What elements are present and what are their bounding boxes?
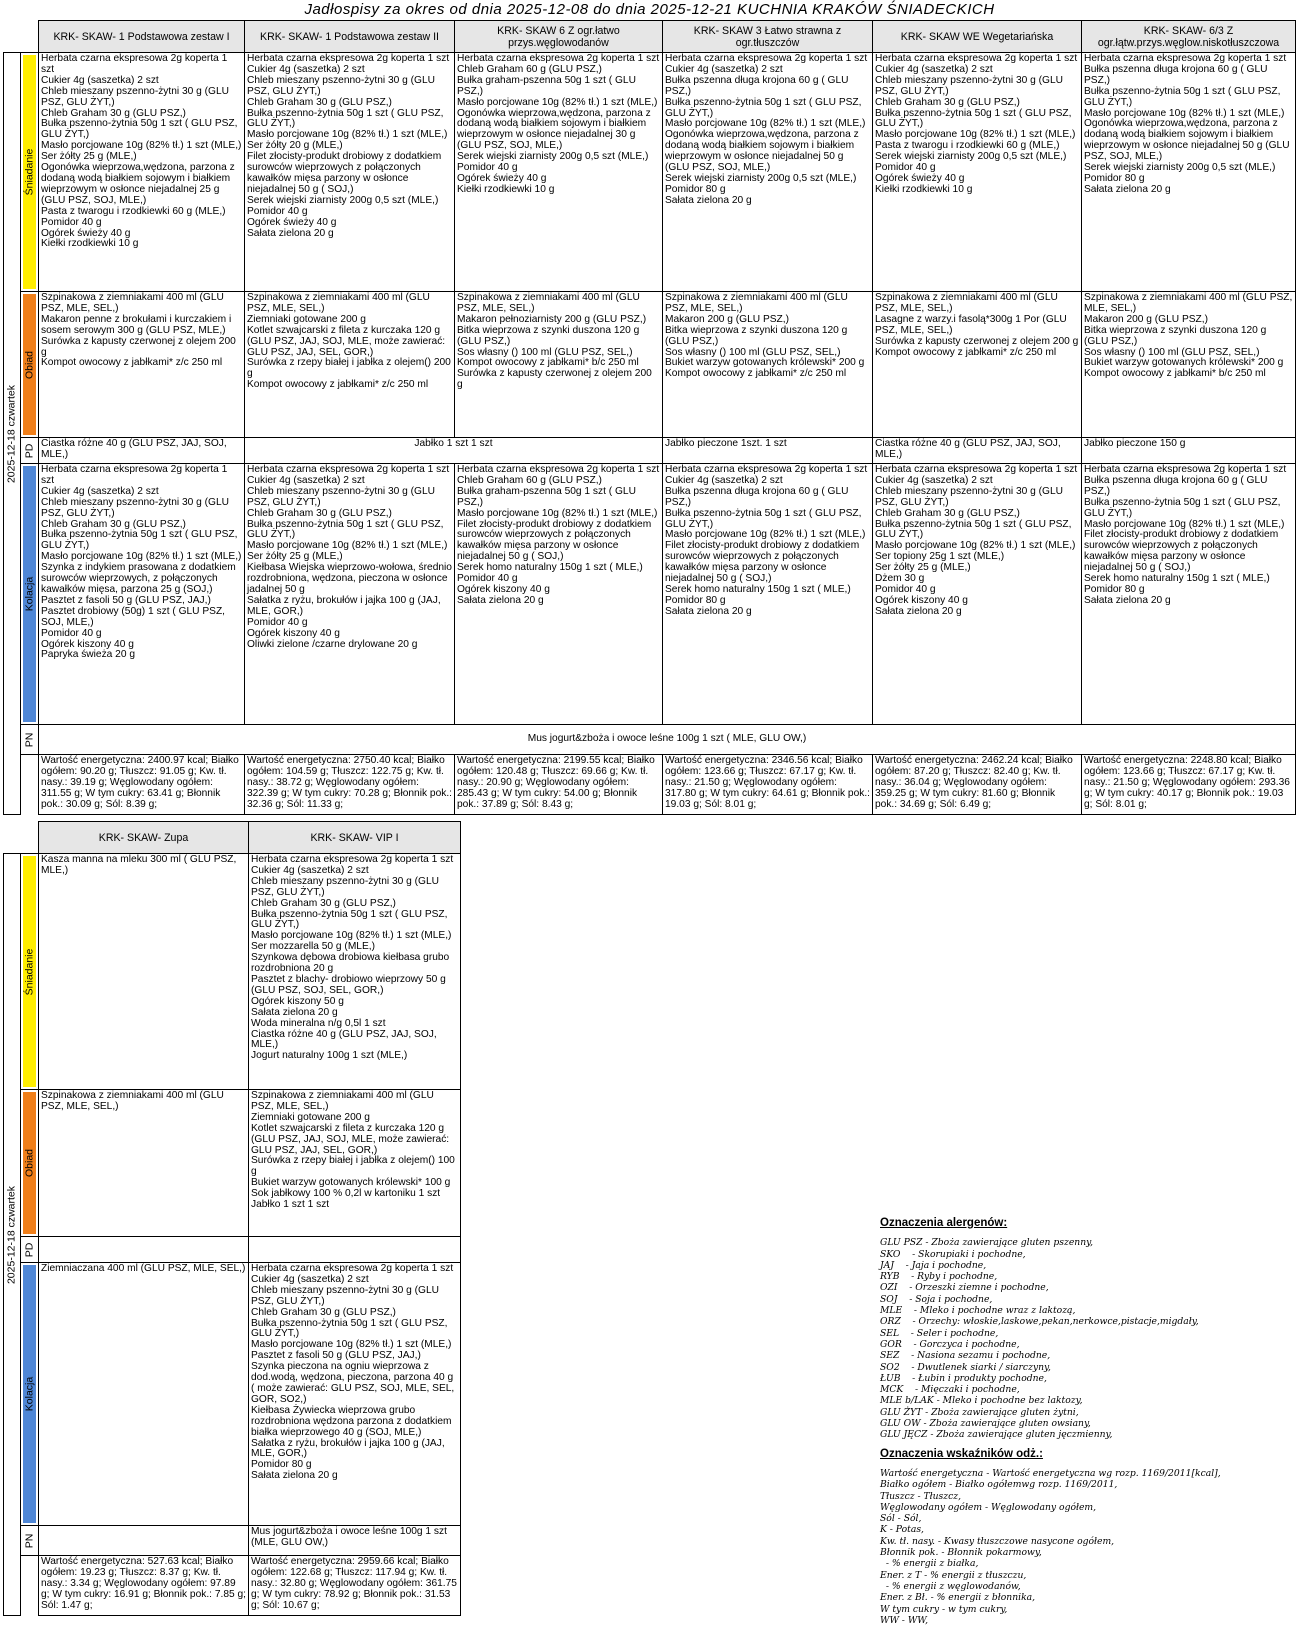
- menu-cell: Herbata czarna ekspresowa 2g koperta 1 szt Cukier 4g (saszetka) 2 szt Chleb mieszany pszenno-żytni 30 g (GLU PSZ, GLU ŻYT,) Chleb Graham 30 g (GLU PSZ,) Bułka pszenno-żytnia 50g 1 szt ( GLU PSZ, GLU ŻYT,) Masło porcjowane 10g (82% tł.) 1 szt (MLE,) Pasta z twarogu i rzodkiewki 60 g (MLE,) Serek wiejski ziarnisty 200g 0,5 szt (MLE,) Pomidor 40 g Ogórek świeży 40 g Kiełki rzodkiewki 10 g: [873, 53, 1082, 292]
- menu-cell: Herbata czarna ekspresowa 2g koperta 1 szt Cukier 4g (saszetka) 2 szt Chleb mieszany pszenno-żytni 30 g (GLU PSZ, GLU ŻYT,) Chleb Graham 30 g (GLU PSZ,) Bułka pszenno-żytnia 50g 1 szt ( GLU PSZ, GLU ŻYT,) Masło porcjowane 10g (82% tł.) 1 szt (MLE,) Pasztet z fasoli 50 g (GLU PSZ, JAJ,) Szynka pieczona na ogniu wieprzowa z dod.wodą, wędzona, pieczona, parzona 40 g ( może zawierać: GLU PSZ, SOJ, MLE, SEL, GOR, SO2,) Kiełbasa Żywiecka wieprzowa grubo rozdrobniona wędzona parzona z dodatkiem białka wieprzowego 40 g (SOJ, MLE,) Sałatka z ryżu, brokułów i jajka 100 g (JAJ, MLE, GOR,) Pomidor 80 g Sałata zielona 20 g: [249, 1263, 461, 1526]
- diet-header: KRK- SKAW 3 Łatwo strawna z ogr.tłuszczów: [663, 21, 873, 53]
- nutrition-cell: Wartość energetyczna: 2346.56 kcal; Białko ogółem: 123.66 g; Tłuszcz: 67.17 g; Kw. tł. nasy.: 21.50 g; Węglowodany ogółem: 317.80 g; W tym cukry: 64.61 g; Błonnik pok.: 19.03 g; Sól: 8.01 g;: [663, 755, 873, 815]
- nutrition-cell: Wartość energetyczna: 2400.97 kcal; Białko ogółem: 90.20 g; Tłuszcz: 91.05 g; Kw. tł. nasy.: 39.19 g; Węglowodany ogółem: 311.55 g; W tym cukry: 63.41 g; Błonnik pok.: 30.09 g; Sól: 8.39 g;: [39, 755, 245, 815]
- menu-cell: Jabłko 1 szt 1 szt: [245, 438, 663, 464]
- menu-cell: Herbata czarna ekspresowa 2g koperta 1 szt Cukier 4g (saszetka) 2 szt Chleb mieszany pszenno-żytni 30 g (GLU PSZ, GLU ŻYT,) Chleb Graham 30 g (GLU PSZ,) Bułka pszenno-żytnia 50g 1 szt ( GLU PSZ, GLU ŻYT,) Masło porcjowane 10g (82% tł.) 1 szt (MLE,) Ser żółty 20 g (MLE,) Filet złocisty-produkt drobiowy z dodatkiem surowców wieprzowych z połączonych kawałków mięsa parzony w osłonce niejadalnej 50 g ( SOJ,) Serek wiejski ziarnisty 200g 0,5 szt (MLE,) Pomidor 40 g Ogórek świeży 40 g Sałata zielona 20 g: [245, 53, 455, 292]
- diet-header: KRK- SKAW 6 Z ogr.łatwo przys.węglowodanów: [455, 21, 663, 53]
- diet-header: KRK- SKAW- 1 Podstawowa zestaw I: [39, 21, 245, 53]
- meal-label-cell: [21, 1526, 39, 1556]
- menu-cell: Mus jogurt&zboża i owoce leśne 100g 1 szt ( MLE, GLU OW,): [39, 725, 1296, 755]
- meal-label-cell: [21, 1090, 39, 1237]
- meal-label-snack: PD: [23, 443, 36, 458]
- meal-label-dinner: Kolacja: [23, 576, 36, 612]
- menu-cell: Herbata czarna ekspresowa 2g koperta 1 szt Cukier 4g (saszetka) 2 szt Chleb mieszany pszenno-żytni 30 g (GLU PSZ, GLU ŻYT,) Chleb Graham 30 g (GLU PSZ,) Bułka pszenno-żytnia 50g 1 szt ( GLU PSZ, GLU ŻYT,) Masło porcjowane 10g (82% tł.) 1 szt (MLE,) Ser topiony 25g 1 szt (MLE,) Ser żółty 25 g (MLE,) Dżem 30 g Pomidor 40 g Ogórek kiszony 40 g Sałata zielona 20 g: [873, 464, 1082, 725]
- menu-cell: Szpinakowa z ziemniakami 400 ml (GLU PSZ, MLE, SEL,) Ziemniaki gotowane 200 g Kotlet szwajcarski z fileta z kurczaka 120 g (GLU PSZ, JAJ, SOJ, MLE, może zawierać: GLU PSZ, JAJ, SEL, GOR,) Surówka z rzepy białej i jabłka z olejem() 200 g Kompot owocowy z jabłkami* z/c 250 ml: [245, 292, 455, 438]
- menu-cell: Herbata czarna ekspresowa 2g koperta 1 szt Cukier 4g (saszetka) 2 szt Bułka pszenna długa krojona 60 g ( GLU PSZ,) Bułka pszenno-żytnia 50g 1 szt ( GLU PSZ, GLU ŻYT,) Masło porcjowane 10g (82% tł.) 1 szt (MLE,) Filet złocisty-produkt drobiowy z dodatkiem surowców wieprzowych z połączonych kawałków mięsa parzony w osłonce niejadalnej 50 g ( SOJ,) Serek homo naturalny 150g 1 szt ( MLE,) Pomidor 80 g Sałata zielona 20 g: [663, 464, 873, 725]
- nutrition-cell: Wartość energetyczna: 2959.66 kcal; Białko ogółem: 122.68 g; Tłuszcz: 117.94 g; Kw. tł. nasy.: 32.80 g; Węglowodany ogółem: 361.75 g; W tym cukry: 78.92 g; Błonnik pok.: 31.53 g; Sól: 10.67 g;: [249, 1556, 461, 1616]
- diet-header: KRK- SKAW- Zupa: [39, 822, 249, 854]
- menu-cell: Herbata czarna ekspresowa 2g koperta 1 szt Cukier 4g (saszetka) 2 szt Chleb mieszany pszenno-żytni 30 g (GLU PSZ, GLU ŻYT,) Chleb Graham 30 g (GLU PSZ,) Bułka pszenno-żytnia 50g 1 szt ( GLU PSZ, GLU ŻYT,) Masło porcjowane 10g (82% tł.) 1 szt (MLE,) Szynka z indykiem prasowana z dodatkiem surowców wieprzowych, z połączonych kawałków mięsa, parzona 25 g (SOJ,) Pasztet z fasoli 50 g (GLU PSZ, JAJ,) Pasztet drobiowy (50g) 1 szt ( GLU PSZ, SOJ, MLE,) Pomidor 40 g Ogórek kiszony 40 g Papryka świeża 20 g: [39, 464, 245, 725]
- menu-cell: Jabłko pieczone 1szt. 1 szt: [663, 438, 873, 464]
- nutrition-cell: Wartość energetyczna: 2199.55 kcal; Białko ogółem: 120.48 g; Tłuszcz: 69.66 g; Kw. tł. nasy.: 20.90 g; Węglowodany ogółem: 285.43 g; W tym cukry: 54.00 g; Błonnik pok.: 37.89 g; Sól: 8.43 g;: [455, 755, 663, 815]
- menu-cell: Herbata czarna ekspresowa 2g koperta 1 szt Cukier 4g (saszetka) 2 szt Bułka pszenna długa krojona 60 g ( GLU PSZ,) Bułka pszenno-żytnia 50g 1 szt ( GLU PSZ, GLU ŻYT,) Masło porcjowane 10g (82% tł.) 1 szt (MLE,) Ogonówka wieprzowa,wędzona, parzona z dodaną wodą białkiem sojowym i białkiem wieprzowym w osłonce niejadalnej 50 g (GLU PSZ, SOJ, MLE,) Serek wiejski ziarnisty 200g 0,5 szt (MLE,) Pomidor 80 g Sałata zielona 20 g: [663, 53, 873, 292]
- meal-label-snack: PD: [23, 1242, 36, 1257]
- menu-cell: Jabłko pieczone 150 g: [1082, 438, 1296, 464]
- menu-cell: Szpinakowa z ziemniakami 400 ml (GLU PSZ, MLE, SEL,) Makaron 200 g (GLU PSZ,) Bitka wieprzowa z szynki duszona 120 g (GLU PSZ,) Sos własny () 100 ml (GLU PSZ, SEL,) Bukiet warzyw gotowanych królewski* 200 g Kompot owocowy z jabłkami* b/c 250 ml: [1082, 292, 1296, 438]
- diet-header: KRK- SKAW WE Wegetariańska: [873, 21, 1082, 53]
- menu-cell: Szpinakowa z ziemniakami 400 ml (GLU PSZ, MLE, SEL,) Ziemniaki gotowane 200 g Kotlet szwajcarski z fileta z kurczaka 120 g (GLU PSZ, JAJ, SOJ, MLE, może zawierać: GLU PSZ, JAJ, SEL, GOR,) Surówka z rzepy białej i jabłka z olejem() 100 g Bukiet warzyw gotowanych królewski* 100 g Sok jabłkowy 100 % 0,2l w kartoniku 1 szt Jabłko 1 szt 1 szt: [249, 1090, 461, 1237]
- meal-label-cell: [21, 464, 39, 725]
- menu-cell: Mus jogurt&zboża i owoce leśne 100g 1 szt (MLE, GLU OW,): [249, 1526, 461, 1556]
- diet-header: KRK- SKAW- 1 Podstawowa zestaw II: [245, 21, 455, 53]
- menu-cell: [39, 1526, 249, 1556]
- menu-cell: [39, 1237, 249, 1263]
- indicators-title: Oznaczenia wskaźników odż.:: [880, 1447, 1043, 1460]
- meal-label-breakfast: Śniadanie: [23, 148, 36, 196]
- menu-cell: Ciastka różne 40 g (GLU PSZ, JAJ, SOJ, MLE,): [873, 438, 1082, 464]
- menu-cell: Herbata czarna ekspresowa 2g koperta 1 szt Chleb Graham 60 g (GLU PSZ,) Bułka graham-pszenna 50g 1 szt ( GLU PSZ,) Masło porcjowane 10g (82% tł.) 1 szt (MLE,) Ogonówka wieprzowa,wędzona, parzona z dodaną wodą białkiem sojowym i białkiem wieprzowym w osłonce niejadalnej 30 g (GLU PSZ, SOJ, MLE,) Serek wiejski ziarnisty 200g 0,5 szt (MLE,) Pomidor 40 g Ogórek świeży 40 g Kiełki rzodkiewki 10 g: [455, 53, 663, 292]
- date-cell: [4, 854, 21, 1616]
- nutrition-cell: Wartość energetyczna: 2462.24 kcal; Białko ogółem: 87.20 g; Tłuszcz: 82.40 g; Kw. tł. nasy.: 36.04 g; Węglowodany ogółem: 359.25 g; W tym cukry: 81.60 g; Błonnik pok.: 34.69 g; Sól: 6.49 g;: [873, 755, 1082, 815]
- meal-label-cell: [21, 53, 39, 292]
- menu-cell: Szpinakowa z ziemniakami 400 ml (GLU PSZ, MLE, SEL,) Lasagne z warzy.i fasolą*300g 1 Por (GLU PSZ, MLE, SEL,) Surówka z kapusty czerwonej z olejem 200 g Kompot owocowy z jabłkami* z/c 250 ml: [873, 292, 1082, 438]
- date-cell: [4, 53, 21, 815]
- diet-header: KRK- SKAW- VIP I: [249, 822, 461, 854]
- date-label: 2025-12-18 czwartek: [5, 1185, 18, 1284]
- menu-table-1: [3, 20, 1296, 815]
- menu-cell: Szpinakowa z ziemniakami 400 ml (GLU PSZ, MLE, SEL,): [39, 1090, 249, 1237]
- menu-cell: Herbata czarna ekspresowa 2g koperta 1 szt Cukier 4g (saszetka) 2 szt Chleb mieszany pszenno-żytni 30 g (GLU PSZ, GLU ŻYT,) Chleb Graham 30 g (GLU PSZ,) Bułka pszenno-żytnia 50g 1 szt ( GLU PSZ, GLU ŻYT,) Masło porcjowane 10g (82% tł.) 1 szt (MLE,) Ser mozzarella 50 g (MLE,) Szynkowa dębowa drobiowa kiełbasa grubo rozdrobniona 20 g Pasztet z blachy- drobiowo wieprzowy 50 g (GLU PSZ, SOJ, SEL, GOR,) Ogórek kiszony 50 g Sałata zielona 20 g Woda mineralna n/g 0,5l 1 szt Ciastka różne 40 g (GLU PSZ, JAJ, SOJ, MLE,) Jogurt naturalny 100g 1 szt (MLE,): [249, 854, 461, 1090]
- menu-cell: Ciastka różne 40 g (GLU PSZ, JAJ, SOJ, MLE,): [39, 438, 245, 464]
- menu-cell: Herbata czarna ekspresowa 2g koperta 1 szt Cukier 4g (saszetka) 2 szt Chleb mieszany pszenno-żytni 30 g (GLU PSZ, GLU ŻYT,) Chleb Graham 30 g (GLU PSZ,) Bułka pszenno-żytnia 50g 1 szt ( GLU PSZ, GLU ŻYT,) Masło porcjowane 10g (82% tł.) 1 szt (MLE,) Ser żółty 25 g (MLE,) Kiełbasa Wiejska wieprzowo-wołowa, średnio rozdrobniona, wędzona, pieczona w osłonce jadalnej 50 g Sałatka z ryżu, brokułów i jajka 100 g (JAJ, MLE, GOR,) Pomidor 40 g Ogórek kiszony 40 g Oliwki zielone /czarne drylowane 20 g: [245, 464, 455, 725]
- menu-cell: Herbata czarna ekspresowa 2g koperta 1 szt Chleb Graham 60 g (GLU PSZ,) Bułka graham-pszenna 50g 1 szt ( GLU PSZ,) Masło porcjowane 10g (82% tł.) 1 szt (MLE,) Filet złocisty-produkt drobiowy z dodatkiem surowców wieprzowych z połączonych kawałków mięsa parzony w osłonce niejadalnej 50 g ( SOJ,) Serek homo naturalny 150g 1 szt ( MLE,) Pomidor 40 g Ogórek kiszony 40 g Sałata zielona 20 g: [455, 464, 663, 725]
- meal-label-cell: [21, 854, 39, 1090]
- nutrition-cell: Wartość energetyczna: 2248.80 kcal; Białko ogółem: 123.66 g; Tłuszcz: 67.17 g; Kw. tł. nasy.: 21.50 g; Węglowodany ogółem: 293.36 g; W tym cukry: 40.17 g; Błonnik pok.: 19.03 g; Sól: 8.01 g;: [1082, 755, 1296, 815]
- allergens-list: GLU PSZ - Zboża zawierające gluten pszenny, SKO - Skorupiaki i pochodne, JAJ - Jaja i pochodne, RYB - Ryby i pochodne, OZI - Orzeszki ziemne i pochodne, SOJ - Soja i pochodne, MLE - Mleko i pochodne wraz z laktozą, ORZ - Orzechy: włoskie,laskowe,pekan,nerkowce,pistacje,migdały, SEL - Seler i pochodne, GOR - Gorczyca i pochodne, SEZ - Nasiona sezamu i pochodne, SO2 - Dwutlenek siarki / siarczyny, ŁUB - Łubin i produkty pochodne, MCK - Mięczaki i pochodne, MLE b/LAK - Mleko i pochodne bez laktozy, GLU ŻYT - Zboża zawierające gluten żytni, GLU OW - Zboża zawierające gluten owsiany, GLU JĘCZ - Zboża zawierające gluten jęczmienny,: [880, 1237, 1199, 1441]
- meal-label-cell: [21, 1237, 39, 1263]
- menu-table-2: [3, 821, 461, 1616]
- meal-label-cell: [21, 438, 39, 464]
- menu-cell: Kasza manna na mleku 300 ml ( GLU PSZ, MLE,): [39, 854, 249, 1090]
- menu-cell: Szpinakowa z ziemniakami 400 ml (GLU PSZ, MLE, SEL,) Makaron penne z brokułami i kurczakiem i sosem serowym 300 g (GLU PSZ, MLE,) Surówka z kapusty czerwonej z olejem 200 g Kompot owocowy z jabłkami* z/c 250 ml: [39, 292, 245, 438]
- meal-label-dinner: Kolacja: [23, 1376, 36, 1412]
- diet-header: KRK- SKAW- 6/3 Z ogr.łątw.przys.węglow.niskotłuszczowa: [1082, 21, 1296, 53]
- menu-cell: Szpinakowa z ziemniakami 400 ml (GLU PSZ, MLE, SEL,) Makaron 200 g (GLU PSZ,) Bitka wieprzowa z szynki duszona 120 g (GLU PSZ,) Sos własny () 100 ml (GLU PSZ, SEL,) Bukiet warzyw gotowanych królewski* 200 g Kompot owocowy z jabłkami* z/c 250 ml: [663, 292, 873, 438]
- menu-cell: Herbata czarna ekspresowa 2g koperta 1 szt Bułka pszenna długa krojona 60 g ( GLU PSZ,) Bułka pszenno-żytnia 50g 1 szt ( GLU PSZ, GLU ŻYT,) Masło porcjowane 10g (82% tł.) 1 szt (MLE,) Ogonówka wieprzowa,wędzona, parzona z dodaną wodą białkiem sojowym i białkiem wieprzowym w osłonce niejadalnej 50 g (GLU PSZ, SOJ, MLE,) Serek wiejski ziarnisty 200g 0,5 szt (MLE,) Pomidor 80 g Sałata zielona 20 g: [1082, 53, 1296, 292]
- meal-label-late-snack: PN: [23, 1533, 36, 1548]
- meal-label-lunch: Obiad: [23, 350, 36, 379]
- menu-cell: Ziemniaczana 400 ml (GLU PSZ, MLE, SEL,): [39, 1263, 249, 1526]
- meal-label-cell: [21, 725, 39, 755]
- meal-label-lunch: Obiad: [23, 1148, 36, 1178]
- menu-cell: Szpinakowa z ziemniakami 400 ml (GLU PSZ, MLE, SEL,) Makaron pełnoziarnisty 200 g (GLU PSZ,) Bitka wieprzowa z szynki duszona 120 g (GLU PSZ,) Sos własny () 100 ml (GLU PSZ, SEL,) Kompot owocowy z jabłkami* b/c 250 ml Surówka z kapusty czerwonej z olejem 200 g: [455, 292, 663, 438]
- meal-label-late-snack: PN: [23, 732, 36, 747]
- menu-cell: Herbata czarna ekspresowa 2g koperta 1 szt Bułka pszenna długa krojona 60 g ( GLU PSZ,) Bułka pszenno-żytnia 50g 1 szt ( GLU PSZ, GLU ŻYT,) Masło porcjowane 10g (82% tł.) 1 szt (MLE,) Filet złocisty-produkt drobiowy z dodatkiem surowców wieprzowych z połączonych kawałków mięsa parzony w osłonce niejadalnej 50 g ( SOJ,) Serek homo naturalny 150g 1 szt ( MLE,) Pomidor 80 g Sałata zielona 20 g: [1082, 464, 1296, 725]
- legend: [880, 1218, 1290, 1626]
- date-label: 2025-12-18 czwartek: [5, 384, 18, 483]
- nutrition-cell: Wartość energetyczna: 527.63 kcal; Białko ogółem: 19.23 g; Tłuszcz: 8.37 g; Kw. tł. nasy.: 3.34 g; Węglowodany ogółem: 97.89 g; W tym cukry: 16.91 g; Błonnik pok.: 7.85 g; Sól: 1.47 g;: [39, 1556, 249, 1616]
- allergens-title: Oznaczenia alergenów:: [880, 1217, 1008, 1229]
- nutrition-cell: Wartość energetyczna: 2750.40 kcal; Białko ogółem: 104.59 g; Tłuszcz: 122.75 g; Kw. tł. nasy.: 38.72 g; Węglowodany ogółem: 322.39 g; W tym cukry: 70.28 g; Błonnik pok.: 32.36 g; Sól: 11.33 g;: [245, 755, 455, 815]
- indicators-list: Wartość energetyczna - Wartość energetyczna wg rozp. 1169/2011[kcal], Białko ogółem - Białko ogółemwg rozp. 1169/2011, Tłuszcz - Tłuszcz, Węglowodany ogółem - Węglowodany ogółem, Sól - Sól, K - Potas, Kw. tł. nasy. - Kwasy tłuszczowe nasycone ogółem, Błonnik pok. - Błonnik pokarmowy, - % energii z białka, Ener. z T - % energii z tłuszczu, - % energii z węglowodanów, Ener. z Bł. - % energii z błonnika, W tym cukry - w tym cukry, WW - WW,: [880, 1467, 1221, 1626]
- meal-label-cell: [21, 1263, 39, 1526]
- meal-label-cell: [21, 292, 39, 438]
- page-title: Jadłospisy za okres od dnia 2025-12-08 do dnia 2025-12-21 KUCHNIA KRAKÓW ŚNIADECKICH: [304, 1, 995, 18]
- menu-cell: [249, 1237, 461, 1263]
- meal-label-breakfast: Śniadanie: [23, 948, 36, 995]
- menu-cell: Herbata czarna ekspresowa 2g koperta 1 szt Cukier 4g (saszetka) 2 szt Chleb mieszany pszenno-żytni 30 g (GLU PSZ, GLU ŻYT,) Chleb Graham 30 g (GLU PSZ,) Bułka pszenno-żytnia 50g 1 szt ( GLU PSZ, GLU ŻYT,) Masło porcjowane 10g (82% tł.) 1 szt (MLE,) Ser żółty 25 g (MLE,) Ogonówka wieprzowa,wędzona, parzona z dodaną wodą białkiem sojowym i białkiem wieprzowym w osłonce niejadalnej 25 g (GLU PSZ, SOJ, MLE,) Pasta z twarogu i rzodkiewki 60 g (MLE,) Pomidor 40 g Ogórek świeży 40 g Kiełki rzodkiewki 10 g: [39, 53, 245, 292]
